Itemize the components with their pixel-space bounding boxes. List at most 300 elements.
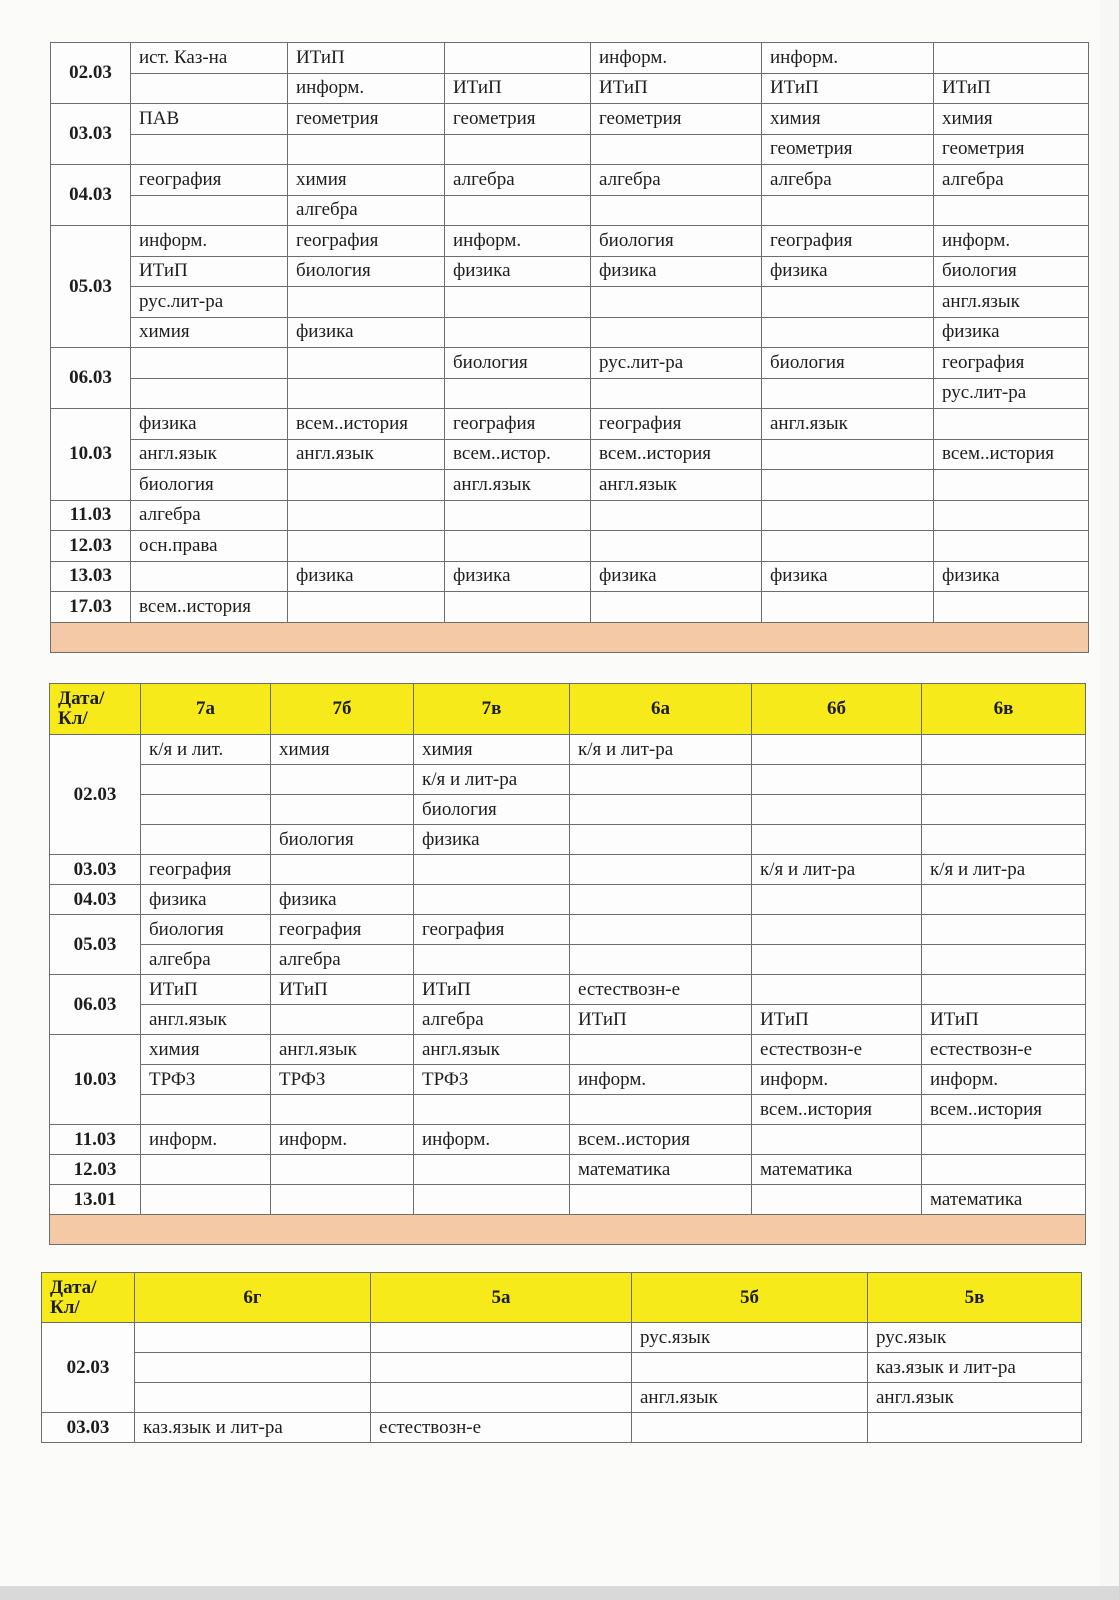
subject-cell bbox=[922, 765, 1086, 795]
subject-cell: физика bbox=[762, 256, 934, 287]
table-row bbox=[42, 1353, 1082, 1383]
subject-cell bbox=[570, 945, 752, 975]
table-row bbox=[51, 134, 1089, 165]
subject-cell: естествозн-е bbox=[922, 1035, 1086, 1065]
subject-cell bbox=[762, 439, 934, 470]
header-class: 6г bbox=[135, 1273, 371, 1323]
subject-cell: геометрия bbox=[934, 134, 1089, 165]
subject-cell bbox=[570, 885, 752, 915]
subject-cell: физика bbox=[288, 561, 445, 592]
subject-cell: англ.язык bbox=[131, 439, 288, 470]
subject-cell: каз.язык и лит-ра bbox=[868, 1353, 1082, 1383]
subject-cell: алгебра bbox=[934, 165, 1089, 196]
subject-cell: геометрия bbox=[591, 104, 762, 135]
subject-cell: география bbox=[591, 409, 762, 440]
subject-cell bbox=[591, 287, 762, 318]
subject-cell bbox=[371, 1353, 632, 1383]
subject-cell: физика bbox=[591, 561, 762, 592]
subject-cell: физика bbox=[414, 825, 570, 855]
subject-cell: география bbox=[762, 226, 934, 257]
subject-cell: ИТиП bbox=[762, 73, 934, 104]
subject-cell: к/я и лит-ра bbox=[752, 855, 922, 885]
subject-cell bbox=[131, 378, 288, 409]
subject-cell: математика bbox=[922, 1185, 1086, 1215]
subject-cell bbox=[752, 915, 922, 945]
subject-cell: математика bbox=[752, 1155, 922, 1185]
date-cell: 02.03 bbox=[50, 735, 141, 855]
subject-cell: ИТиП bbox=[934, 73, 1089, 104]
subject-cell: алгебра bbox=[141, 945, 271, 975]
header-class: 5в bbox=[868, 1273, 1082, 1323]
date-cell: 11.03 bbox=[50, 1125, 141, 1155]
subject-cell: информ. bbox=[570, 1065, 752, 1095]
subject-cell bbox=[591, 592, 762, 623]
subject-cell: всем..история bbox=[934, 439, 1089, 470]
subject-cell bbox=[414, 855, 570, 885]
subject-cell bbox=[271, 1005, 414, 1035]
header-class: 6б bbox=[752, 684, 922, 735]
subject-cell: география bbox=[131, 165, 288, 196]
table-row bbox=[42, 1323, 1082, 1353]
header-class: 5а bbox=[371, 1273, 632, 1323]
subject-cell: биология bbox=[131, 470, 288, 501]
subject-cell: алгебра bbox=[414, 1005, 570, 1035]
subject-cell bbox=[371, 1323, 632, 1353]
subject-cell bbox=[445, 287, 591, 318]
table-row bbox=[51, 73, 1089, 104]
subject-cell bbox=[445, 317, 591, 348]
subject-cell: каз.язык и лит-ра bbox=[135, 1413, 371, 1443]
table-row bbox=[51, 348, 1089, 379]
subject-cell: алгебра bbox=[445, 165, 591, 196]
header-row bbox=[50, 684, 1086, 735]
subject-cell bbox=[570, 1095, 752, 1125]
subject-cell: ИТиП bbox=[271, 975, 414, 1005]
subject-cell: ТРФЗ bbox=[414, 1065, 570, 1095]
separator-band bbox=[51, 622, 1089, 652]
header-class: 6а bbox=[570, 684, 752, 735]
subject-cell bbox=[752, 825, 922, 855]
subject-cell: алгебра bbox=[762, 165, 934, 196]
subject-cell bbox=[445, 592, 591, 623]
subject-cell: физика bbox=[445, 561, 591, 592]
subject-cell bbox=[752, 885, 922, 915]
subject-cell bbox=[141, 1155, 271, 1185]
subject-cell: информ. bbox=[445, 226, 591, 257]
date-cell: 17.03 bbox=[51, 592, 131, 623]
date-cell: 13.01 bbox=[50, 1185, 141, 1215]
subject-cell: геометрия bbox=[445, 104, 591, 135]
subject-cell bbox=[131, 73, 288, 104]
subject-cell: информ. bbox=[414, 1125, 570, 1155]
subject-cell: физика bbox=[141, 885, 271, 915]
table-row bbox=[50, 885, 1086, 915]
subject-cell: англ.язык bbox=[762, 409, 934, 440]
subject-cell bbox=[445, 378, 591, 409]
table-row bbox=[50, 825, 1086, 855]
header-class: 7б bbox=[271, 684, 414, 735]
header-row bbox=[42, 1273, 1082, 1323]
subject-cell: ИТиП bbox=[922, 1005, 1086, 1035]
subject-cell bbox=[752, 975, 922, 1005]
subject-cell bbox=[934, 43, 1089, 74]
table-row bbox=[51, 104, 1089, 135]
subject-cell: химия bbox=[141, 1035, 271, 1065]
separator-band bbox=[50, 1215, 1086, 1245]
subject-cell: ПАВ bbox=[131, 104, 288, 135]
subject-cell bbox=[591, 378, 762, 409]
subject-cell bbox=[131, 195, 288, 226]
subject-cell: рус.лит-ра bbox=[934, 378, 1089, 409]
table-row bbox=[50, 915, 1086, 945]
subject-cell: информ. bbox=[591, 43, 762, 74]
subject-cell bbox=[271, 795, 414, 825]
subject-cell bbox=[371, 1383, 632, 1413]
subject-cell: биология bbox=[934, 256, 1089, 287]
subject-cell bbox=[570, 855, 752, 885]
subject-cell bbox=[414, 1095, 570, 1125]
subject-cell bbox=[414, 1185, 570, 1215]
table-row bbox=[50, 1185, 1086, 1215]
subject-cell bbox=[934, 531, 1089, 562]
subject-cell bbox=[922, 885, 1086, 915]
table-row bbox=[42, 1413, 1082, 1443]
table-row bbox=[50, 1125, 1086, 1155]
subject-cell: физика bbox=[934, 317, 1089, 348]
subject-cell: алгебра bbox=[131, 500, 288, 531]
subject-cell: физика bbox=[131, 409, 288, 440]
table-row bbox=[42, 1383, 1082, 1413]
header-class: 6в bbox=[922, 684, 1086, 735]
subject-cell bbox=[591, 134, 762, 165]
subject-cell: химия bbox=[271, 735, 414, 765]
subject-cell bbox=[922, 825, 1086, 855]
subject-cell bbox=[570, 765, 752, 795]
date-cell: 03.03 bbox=[42, 1413, 135, 1443]
subject-cell: информ. bbox=[141, 1125, 271, 1155]
subject-cell bbox=[632, 1413, 868, 1443]
date-cell: 03.03 bbox=[50, 855, 141, 885]
subject-cell bbox=[922, 735, 1086, 765]
subject-cell: англ.язык bbox=[445, 470, 591, 501]
date-cell: 04.03 bbox=[51, 165, 131, 226]
table-row bbox=[51, 165, 1089, 196]
subject-cell bbox=[922, 915, 1086, 945]
subject-cell: всем..история bbox=[288, 409, 445, 440]
subject-cell bbox=[934, 592, 1089, 623]
date-cell: 06.03 bbox=[51, 348, 131, 409]
subject-cell bbox=[131, 561, 288, 592]
subject-cell bbox=[762, 470, 934, 501]
date-cell: 02.03 bbox=[51, 43, 131, 104]
subject-cell bbox=[752, 735, 922, 765]
subject-cell: биология bbox=[141, 915, 271, 945]
table-row bbox=[50, 795, 1086, 825]
subject-cell: всем..история bbox=[752, 1095, 922, 1125]
subject-cell: рус.лит-ра bbox=[591, 348, 762, 379]
header-date-class: Дата/ Кл/ bbox=[42, 1273, 135, 1323]
subject-cell: ИТиП bbox=[570, 1005, 752, 1035]
subject-cell bbox=[288, 592, 445, 623]
subject-cell: ИТиП bbox=[288, 43, 445, 74]
subject-cell bbox=[141, 1185, 271, 1215]
subject-cell: англ.язык bbox=[591, 470, 762, 501]
subject-cell: ТРФЗ bbox=[271, 1065, 414, 1095]
subject-cell: англ.язык bbox=[141, 1005, 271, 1035]
subject-cell: алгебра bbox=[271, 945, 414, 975]
subject-cell: биология bbox=[762, 348, 934, 379]
subject-cell: всем..история bbox=[922, 1095, 1086, 1125]
subject-cell: физика bbox=[288, 317, 445, 348]
subject-cell bbox=[934, 470, 1089, 501]
table-row bbox=[50, 1005, 1086, 1035]
subject-cell bbox=[288, 378, 445, 409]
subject-cell: физика bbox=[934, 561, 1089, 592]
subject-cell: англ.язык bbox=[271, 1035, 414, 1065]
subject-cell: география bbox=[414, 915, 570, 945]
subject-cell: всем..истор. bbox=[445, 439, 591, 470]
subject-cell: ИТиП bbox=[591, 73, 762, 104]
subject-cell bbox=[752, 795, 922, 825]
table-row bbox=[51, 287, 1089, 318]
header-class: 7а bbox=[141, 684, 271, 735]
subject-cell bbox=[445, 531, 591, 562]
subject-cell: физика bbox=[762, 561, 934, 592]
subject-cell bbox=[922, 795, 1086, 825]
subject-cell bbox=[288, 348, 445, 379]
subject-cell: математика bbox=[570, 1155, 752, 1185]
subject-cell bbox=[271, 1095, 414, 1125]
subject-cell: химия bbox=[414, 735, 570, 765]
subject-cell bbox=[762, 592, 934, 623]
subject-cell bbox=[288, 470, 445, 501]
table-row bbox=[50, 1095, 1086, 1125]
subject-cell: биология bbox=[445, 348, 591, 379]
subject-cell bbox=[271, 1185, 414, 1215]
subject-cell: англ.язык bbox=[632, 1383, 868, 1413]
subject-cell: англ.язык bbox=[414, 1035, 570, 1065]
subject-cell bbox=[135, 1353, 371, 1383]
date-cell: 04.03 bbox=[50, 885, 141, 915]
date-cell: 10.03 bbox=[51, 409, 131, 501]
subject-cell: география bbox=[288, 226, 445, 257]
table-row bbox=[51, 470, 1089, 501]
table-row bbox=[51, 226, 1089, 257]
subject-cell bbox=[591, 531, 762, 562]
subject-cell: химия bbox=[934, 104, 1089, 135]
table-row bbox=[50, 855, 1086, 885]
subject-cell bbox=[141, 1095, 271, 1125]
subject-cell: география bbox=[271, 915, 414, 945]
subject-cell bbox=[591, 317, 762, 348]
subject-cell: ТРФЗ bbox=[141, 1065, 271, 1095]
subject-cell: рус.лит-ра bbox=[131, 287, 288, 318]
subject-cell bbox=[271, 765, 414, 795]
subject-cell bbox=[934, 409, 1089, 440]
table-row bbox=[50, 735, 1086, 765]
date-cell: 06.03 bbox=[50, 975, 141, 1035]
subject-cell: химия bbox=[762, 104, 934, 135]
subject-cell bbox=[271, 1155, 414, 1185]
subject-cell: география bbox=[934, 348, 1089, 379]
subject-cell: география bbox=[445, 409, 591, 440]
subject-cell bbox=[570, 1185, 752, 1215]
subject-cell bbox=[934, 195, 1089, 226]
subject-cell bbox=[135, 1323, 371, 1353]
subject-cell bbox=[752, 945, 922, 975]
date-cell: 02.03 bbox=[42, 1323, 135, 1413]
subject-cell bbox=[762, 195, 934, 226]
separator-row bbox=[51, 622, 1089, 652]
subject-cell: ИТиП bbox=[141, 975, 271, 1005]
subject-cell: ИТиП bbox=[414, 975, 570, 1005]
subject-cell bbox=[141, 765, 271, 795]
subject-cell bbox=[141, 795, 271, 825]
subject-cell: естествозн-е bbox=[371, 1413, 632, 1443]
subject-cell bbox=[445, 134, 591, 165]
subject-cell bbox=[414, 1155, 570, 1185]
subject-cell bbox=[922, 945, 1086, 975]
subject-cell: химия bbox=[288, 165, 445, 196]
subject-cell bbox=[131, 348, 288, 379]
subject-cell: информ. bbox=[288, 73, 445, 104]
table-row bbox=[51, 561, 1089, 592]
table-row bbox=[51, 500, 1089, 531]
subject-cell bbox=[141, 825, 271, 855]
table-row bbox=[51, 43, 1089, 74]
subject-cell: англ.язык bbox=[288, 439, 445, 470]
subject-cell bbox=[570, 795, 752, 825]
subject-cell bbox=[271, 855, 414, 885]
subject-cell: биология bbox=[288, 256, 445, 287]
subject-cell: к/я и лит-ра bbox=[414, 765, 570, 795]
subject-cell: геометрия bbox=[288, 104, 445, 135]
table-row bbox=[50, 765, 1086, 795]
subject-cell: биология bbox=[271, 825, 414, 855]
subject-cell bbox=[288, 134, 445, 165]
subject-cell bbox=[570, 825, 752, 855]
date-cell: 05.03 bbox=[51, 226, 131, 348]
subject-cell: всем..история bbox=[131, 592, 288, 623]
schedule-table-2 bbox=[49, 683, 1086, 1245]
subject-cell: всем..история bbox=[570, 1125, 752, 1155]
subject-cell: информ. bbox=[271, 1125, 414, 1155]
separator-row bbox=[50, 1215, 1086, 1245]
subject-cell bbox=[288, 500, 445, 531]
subject-cell: ИТиП bbox=[131, 256, 288, 287]
table-row bbox=[50, 1065, 1086, 1095]
table-row bbox=[51, 317, 1089, 348]
subject-cell bbox=[288, 531, 445, 562]
subject-cell: англ.язык bbox=[868, 1383, 1082, 1413]
subject-cell: биология bbox=[591, 226, 762, 257]
date-cell: 13.03 bbox=[51, 561, 131, 592]
schedule-table-3 bbox=[41, 1272, 1082, 1443]
table-row bbox=[51, 531, 1089, 562]
subject-cell bbox=[762, 378, 934, 409]
table-row bbox=[50, 1155, 1086, 1185]
subject-cell: алгебра bbox=[591, 165, 762, 196]
subject-cell bbox=[922, 975, 1086, 1005]
date-cell: 05.03 bbox=[50, 915, 141, 975]
subject-cell bbox=[922, 1125, 1086, 1155]
subject-cell: физика bbox=[591, 256, 762, 287]
page-bottom-edge bbox=[0, 1586, 1119, 1600]
header-class: 7в bbox=[414, 684, 570, 735]
subject-cell bbox=[445, 500, 591, 531]
header-date-class: Дата/ Кл/ bbox=[50, 684, 141, 735]
table-row bbox=[51, 378, 1089, 409]
subject-cell bbox=[445, 195, 591, 226]
subject-cell: ИТиП bbox=[752, 1005, 922, 1035]
subject-cell bbox=[934, 500, 1089, 531]
subject-cell: рус.язык bbox=[632, 1323, 868, 1353]
subject-cell: информ. bbox=[922, 1065, 1086, 1095]
subject-cell: химия bbox=[131, 317, 288, 348]
table-row bbox=[51, 195, 1089, 226]
subject-cell bbox=[288, 287, 445, 318]
subject-cell: информ. bbox=[131, 226, 288, 257]
date-cell: 11.03 bbox=[51, 500, 131, 531]
header-class: 5б bbox=[632, 1273, 868, 1323]
table-row bbox=[50, 945, 1086, 975]
subject-cell: информ. bbox=[762, 43, 934, 74]
subject-cell bbox=[591, 195, 762, 226]
date-cell: 12.03 bbox=[50, 1155, 141, 1185]
table-row bbox=[51, 439, 1089, 470]
subject-cell: физика bbox=[271, 885, 414, 915]
subject-cell bbox=[414, 885, 570, 915]
subject-cell: ист. Каз-на bbox=[131, 43, 288, 74]
table-row bbox=[51, 592, 1089, 623]
subject-cell: география bbox=[141, 855, 271, 885]
table-row bbox=[51, 256, 1089, 287]
subject-cell: естествозн-е bbox=[752, 1035, 922, 1065]
table-row bbox=[50, 975, 1086, 1005]
subject-cell bbox=[752, 1185, 922, 1215]
subject-cell bbox=[762, 531, 934, 562]
subject-cell: англ.язык bbox=[934, 287, 1089, 318]
subject-cell: рус.язык bbox=[868, 1323, 1082, 1353]
subject-cell: физика bbox=[445, 256, 591, 287]
subject-cell bbox=[752, 765, 922, 795]
subject-cell: информ. bbox=[752, 1065, 922, 1095]
subject-cell: к/я и лит. bbox=[141, 735, 271, 765]
subject-cell: алгебра bbox=[288, 195, 445, 226]
table-row bbox=[51, 409, 1089, 440]
subject-cell bbox=[414, 945, 570, 975]
subject-cell: всем..история bbox=[591, 439, 762, 470]
subject-cell: к/я и лит-ра bbox=[922, 855, 1086, 885]
subject-cell: информ. bbox=[934, 226, 1089, 257]
subject-cell: естествозн-е bbox=[570, 975, 752, 1005]
subject-cell bbox=[445, 43, 591, 74]
subject-cell bbox=[922, 1155, 1086, 1185]
subject-cell bbox=[762, 500, 934, 531]
subject-cell bbox=[131, 134, 288, 165]
subject-cell bbox=[570, 1035, 752, 1065]
subject-cell bbox=[752, 1125, 922, 1155]
subject-cell bbox=[762, 287, 934, 318]
subject-cell bbox=[632, 1353, 868, 1383]
table-row bbox=[50, 1035, 1086, 1065]
subject-cell: биология bbox=[414, 795, 570, 825]
subject-cell: к/я и лит-ра bbox=[570, 735, 752, 765]
subject-cell bbox=[570, 915, 752, 945]
subject-cell bbox=[135, 1383, 371, 1413]
subject-cell: ИТиП bbox=[445, 73, 591, 104]
subject-cell bbox=[591, 500, 762, 531]
